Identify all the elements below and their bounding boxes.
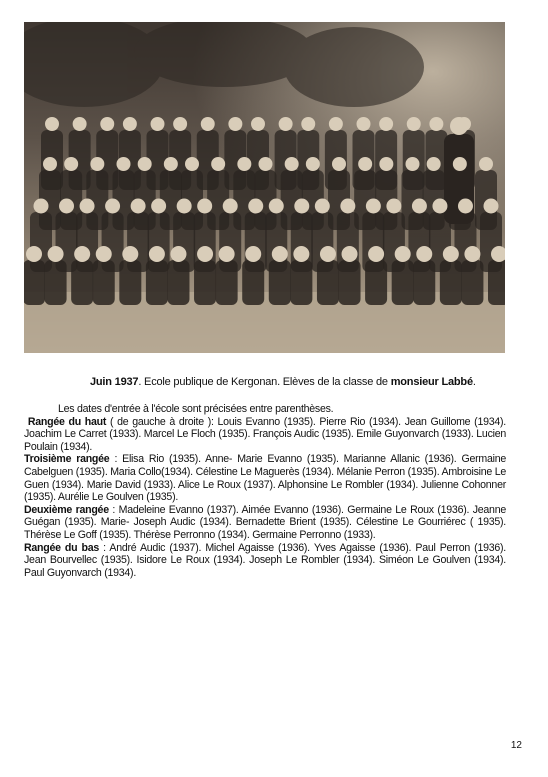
child-silhouette (413, 260, 435, 305)
child-face (48, 246, 64, 262)
teacher-face (450, 117, 468, 135)
child-face (366, 199, 381, 214)
child-face (201, 117, 215, 131)
child-face (294, 199, 309, 214)
child-face (219, 246, 235, 262)
child-silhouette (45, 260, 67, 305)
child-silhouette (365, 260, 387, 305)
child-face (228, 117, 242, 131)
caption-date: Juin 1937 (90, 376, 139, 388)
child-face (406, 157, 420, 171)
class-photograph-image (24, 22, 505, 353)
child-face (170, 246, 186, 262)
row-paragraph-bottom (24, 542, 506, 580)
child-face (416, 246, 432, 262)
child-silhouette (93, 260, 115, 305)
child-face (251, 117, 265, 131)
child-face (432, 199, 447, 214)
child-face (342, 246, 358, 262)
child-face (177, 199, 192, 214)
child-silhouette (461, 260, 483, 305)
child-face (259, 157, 273, 171)
intro-line: Les dates d'entrée à l'école sont précisées entre parenthèses. (58, 403, 334, 415)
child-face (443, 246, 459, 262)
child-face (301, 117, 315, 131)
child-face (464, 246, 480, 262)
child-silhouette (146, 260, 168, 305)
row-paragraph-top (24, 416, 506, 454)
child-face (379, 117, 393, 131)
child-face (43, 157, 57, 171)
child-silhouette (242, 260, 264, 305)
row-paragraph-second (24, 504, 506, 542)
child-face (315, 199, 330, 214)
row-label: Rangée du haut (27, 415, 107, 428)
child-face (458, 199, 473, 214)
child-face (340, 199, 355, 214)
child-face (357, 117, 371, 131)
child-face (332, 157, 346, 171)
child-face (59, 199, 74, 214)
child-face (123, 117, 137, 131)
row-names: ( de gauche à droite ): Louis Evanno (1935). Pierre Rio (1934). Jean Guillome (1934). Joachim Le Carret (1933). Marcel Le Floch (1935). François Audic (1935). Emile Guyonvarch (1933). Lucien Poulain (1934). (24, 415, 506, 453)
child-face (149, 246, 165, 262)
child-face (293, 246, 309, 262)
child-face (197, 246, 213, 262)
child-face (427, 157, 441, 171)
caption-text-part2: . (472, 376, 476, 388)
child-silhouette (488, 260, 505, 305)
row-names: : André Audic (1937). Michel Agaisse (1936). Yves Agaisse (1936). Paul Perron (1936). Jean Bourvellec (1935). Isidore Le Roux (1934). Joseph Le Rombler (1934). Siméon Le Goulven (1934). Paul Guyonvarch (1934). (24, 541, 506, 579)
child-face (237, 157, 251, 171)
child-face (407, 117, 421, 131)
child-face (117, 157, 131, 171)
child-silhouette (392, 260, 414, 305)
child-face (329, 117, 343, 131)
child-face (245, 246, 261, 262)
photo-caption (90, 376, 510, 389)
row-names: : Madeleine Evanno (1937). Aimée Evanno (1936). Germaine Le Roux (1936). Jeanne Guégan (1935). Marie- Joseph Audic (1934). Bernadette Brient (1935). Célestine Le Gourriérec ( 1935). Thérèse Le Goff (1935). Thérèse Perronno (1934). Germaine Perronno (1933). (24, 503, 506, 541)
child-face (306, 157, 320, 171)
child-face (90, 157, 104, 171)
row-label: Rangée du bas (24, 541, 99, 554)
row-label: Troisième rangée (24, 453, 110, 466)
child-face (185, 157, 199, 171)
child-silhouette (317, 260, 339, 305)
row-label: Deuxième rangée (24, 503, 109, 516)
child-face (320, 246, 336, 262)
child-silhouette (167, 260, 189, 305)
child-face (138, 157, 152, 171)
child-face (105, 199, 120, 214)
child-face (34, 199, 49, 214)
child-face (80, 199, 95, 214)
child-face (379, 157, 393, 171)
child-face (248, 199, 263, 214)
caption-text-part1: . Ecole publique de Kergonan. Elèves de la classe de (138, 376, 391, 388)
child-face (64, 157, 78, 171)
child-silhouette (269, 260, 291, 305)
child-face (272, 246, 288, 262)
child-face (453, 157, 467, 171)
child-face (368, 246, 384, 262)
child-face (479, 157, 493, 171)
child-silhouette (194, 260, 216, 305)
child-face (395, 246, 411, 262)
child-face (484, 199, 499, 214)
child-face (151, 117, 165, 131)
child-face (279, 117, 293, 131)
child-silhouette (339, 260, 361, 305)
child-silhouette (440, 260, 462, 305)
class-photograph (24, 22, 505, 353)
child-face (386, 199, 401, 214)
child-face (211, 157, 225, 171)
child-face (412, 199, 427, 214)
child-silhouette (24, 260, 45, 305)
child-face (173, 117, 187, 131)
caption-teacher: monsieur Labbé (390, 376, 473, 388)
row-paragraph-third (24, 453, 506, 503)
child-face (122, 246, 138, 262)
child-face (269, 199, 284, 214)
child-face (45, 117, 59, 131)
child-face (151, 199, 166, 214)
names-list (24, 403, 506, 579)
child-silhouette (119, 260, 141, 305)
child-silhouette (290, 260, 312, 305)
child-face (96, 246, 112, 262)
row-names: : Elisa Rio (1935). Anne- Marie Evanno (1935). Marianne Allanic (1936). Germaine Cabelguen (1935). Maria Collo(1934). Célestine Le Maguerès (1934). Mélanie Perron (1935). Ambroisine Le Guen (1934). Marie David (1933). Alice Le Roux (1937). Alphonsine Le Rombler (1934). Julienne Cohonner (1935). Aurélie Le Goulven (1935). (24, 453, 506, 504)
child-face (197, 199, 212, 214)
child-silhouette (216, 260, 238, 305)
child-silhouette (71, 260, 93, 305)
child-face (285, 157, 299, 171)
child-face (223, 199, 238, 214)
child-face (73, 117, 87, 131)
child-face (164, 157, 178, 171)
child-face (131, 199, 146, 214)
child-face (26, 246, 42, 262)
child-face (358, 157, 372, 171)
child-face (100, 117, 114, 131)
child-face (74, 246, 90, 262)
child-face (429, 117, 443, 131)
page-number: 12 (510, 740, 522, 751)
